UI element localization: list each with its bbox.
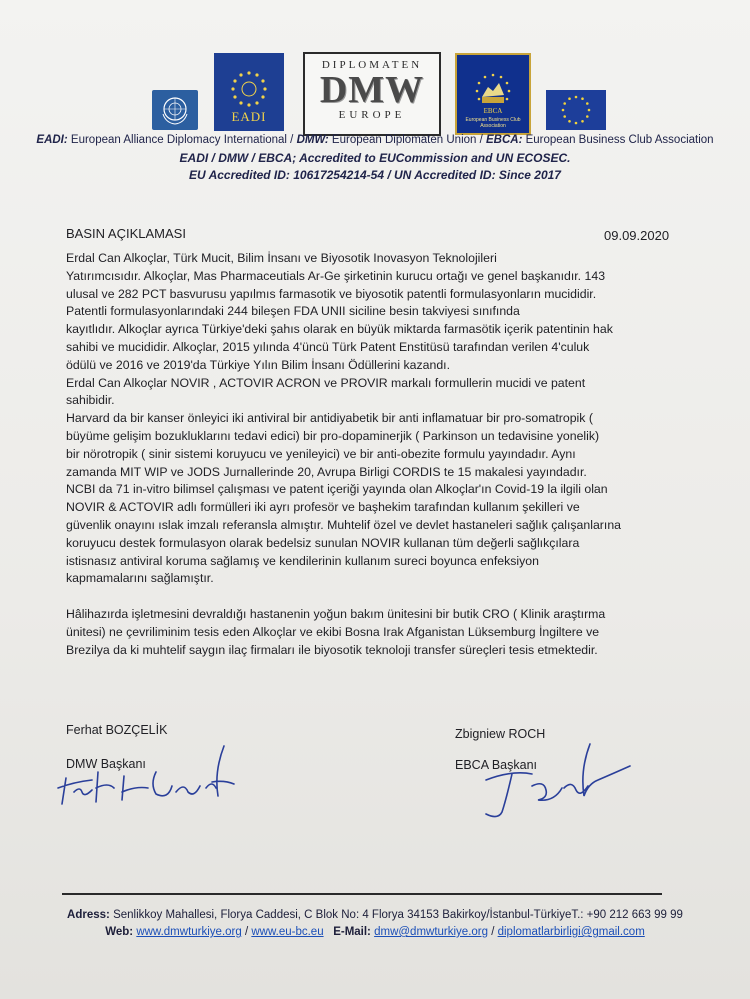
body-line: sahibidir. [66, 393, 115, 408]
body-line: ulusal ve 282 PCT basvurusu yapılmıs farmasotik ve biyosotik patentli formulasyonların mucididir. [66, 286, 597, 301]
body-line: NCBI da 71 in-vitro bilimsel çalışması ve patent içeriği yayında olan Alkoçlar'ın Covid-19 la ilgili olan [66, 482, 608, 497]
ebca-letters: EBCA [483, 107, 503, 115]
press-release-date: 09.09.2020 [604, 228, 670, 243]
body-line: Harvard da bir kanser önleyici iki antiviral bir antidiyabetik bir anti inflamatuar bir pro-somatropik ( [66, 411, 593, 426]
address-text: Senlikkoy Mahallesi, Florya Caddesi, C Blok No: 4 Florya 34153 Bakirkoy/İstanbul-TürkiyeT.: +90 212 663 99 99 [109, 909, 683, 921]
press-release-title: BASIN AÇIKLAMASI [66, 226, 186, 241]
email-label: E-Mail: [333, 926, 371, 938]
body-line: Erdal Can Alkoçlar NOVIR , ACTOVIR ACRON ve PROVIR markalı formullerin mucidi ve patent [66, 375, 586, 390]
header-abbr-dmw: DMW: [296, 134, 329, 146]
body-line: ödülü ve 2016 ve 2019'da Türkiye Yılın Bilim İnsanı Ödüllerini kazandı. [66, 357, 451, 372]
body-line: Patentli formulasyonlarındaki 244 bileşen FDA UNII siciline besin takviyesi sınıfında [66, 304, 520, 319]
header-line-1 [0, 134, 750, 146]
ebca-sub-text: European Business Club Association [465, 117, 521, 129]
ebca-emblem-icon [468, 71, 518, 117]
body-line: bir nörotropik ( sinir sistemi koruyucu ve yenileyici) ve bir anti-obezite formulu yayındadır. Aynı [66, 446, 576, 461]
body-line: zamanda MIT WIP ve JODS Jurnallerinde 20, Avrupa Birligi CORDIS te 15 makalesi yayındadır. [66, 464, 587, 479]
address-label: Adress: [67, 909, 110, 921]
body-line: güvenlik onayını ıslak imzalı referansla almıştır. Muhtelif özel ve devlet hastaneleri sağlık çalışanlarına [66, 517, 621, 532]
header-text-eadi: European Alliance Diplomacy International / [67, 134, 297, 146]
dmw-logo [303, 52, 441, 136]
press-release-body [66, 250, 700, 660]
eadi-logo [214, 53, 284, 131]
body-line: kapmamalarını sağlamıştır. [66, 571, 214, 586]
body-line: koruyucu destek formulasyon olarak bedelsiz sunulan NOVIR kullanan tüm değerli sağlıkçılara [66, 535, 580, 550]
eu-flag-logo [546, 90, 606, 130]
email-separator: / [488, 926, 498, 938]
ebca-logo [455, 53, 531, 135]
dmw-bottom-text: EUROPE [338, 109, 406, 121]
body-line: kayıtlıdır. Alkoçlar ayrıca Türkiye'deki şahıs olarak en büyük miktarda farmasötik içerik patentinin hak [66, 322, 613, 337]
web-separator: / [241, 926, 252, 938]
email-link-dmw[interactable]: dmw@dmwturkiye.org [374, 926, 489, 938]
header-text-ebca: European Business Club Association [522, 134, 714, 146]
footer-address [0, 909, 750, 921]
eu-stars-icon [559, 93, 593, 127]
signature-right-icon [472, 740, 642, 830]
paragraph-gap [66, 588, 700, 606]
header-abbr-eadi: EADI: [36, 134, 68, 146]
closing-line: Hâlihazırda işletmesini devraldığı hastanenin yoğun bakım ünitesini bir butik CRO ( Klinik araştırma [66, 607, 606, 622]
header-text-dmw: European Diplomaten Union / [328, 134, 486, 146]
logo-strip [0, 48, 750, 132]
web-link-dmw[interactable]: www.dmwturkiye.org [136, 926, 242, 938]
body-line: sahibi ve mucididir. Alkoçlar, 2015 yılında 4'üncü Türk Patent Enstitüsü tarafından verilen 4'culuk [66, 339, 590, 354]
body-line: Erdal Can Alkoçlar, Türk Mucit, Bilim İnsanı ve Biyosotik Inovasyon Teknolojileri [66, 251, 497, 265]
body-line: istisnasız antiviral koruma sağlamış ve kendilerinin kullanım sureci boyunca enfeksiyon [66, 553, 539, 568]
header-abbr-ebca: EBCA: [486, 134, 523, 146]
signatory-right-title: EBCA Başkanı [455, 758, 537, 772]
header-line-2: EADI / DMW / EBCA; Accredited to EUCommission and UN ECOSEC. [179, 151, 571, 165]
un-emblem-icon [158, 94, 192, 126]
header-line-3: EU Accredited ID: 10617254214-54 / UN Accredited ID: Since 2017 [189, 168, 561, 182]
email-link-diplomatlar[interactable]: diplomatlarbirligi@gmail.com [497, 926, 645, 938]
star-circle-icon [229, 69, 269, 109]
footer-divider [62, 893, 662, 895]
dmw-top-text: DIPLOMATEN [321, 59, 423, 71]
dmw-mid-text: DMW [319, 69, 425, 111]
body-line: büyüme gelişim bozukluklarını tedavi edici) bir pro-dopaminerjik ( Parkinson un tedavisine yonelik) [66, 428, 600, 443]
un-logo [152, 90, 198, 130]
body-line: NOVIR & ACTOVIR adlı formülleri iki ayrı profesör ve başhekim tarafından kullanım şekilleri ve [66, 500, 580, 515]
signatory-left-name: Ferhat BOZÇELİK [66, 723, 168, 737]
eadi-label: EADI [231, 109, 267, 124]
signatory-right-name: Zbigniew ROCH [455, 727, 546, 741]
signatory-left-title: DMW Başkanı [66, 757, 146, 771]
signature-left-icon [52, 742, 242, 808]
closing-line: ünitesi) ne çevriliminim tesis eden Alkoçlar ve ekibi Bosna Irak Afganistan Lüksemburg İngiltere ve [66, 624, 600, 639]
web-link-ebca[interactable]: www.eu-bc.eu [251, 926, 324, 938]
footer-contacts [0, 926, 750, 938]
closing-line: Brezilya da ki muhtelif saygın ilaç firmaları ile biyosotik teknoloji transfer süreçleri tesis etmektedir. [66, 642, 598, 657]
web-label: Web: [105, 926, 134, 938]
body-line: Yatırımcısıdır. Alkoçlar, Mas Pharmaceutials Ar-Ge şirketinin kurucu ortağı ve genel başkanıdır. 143 [66, 268, 606, 283]
